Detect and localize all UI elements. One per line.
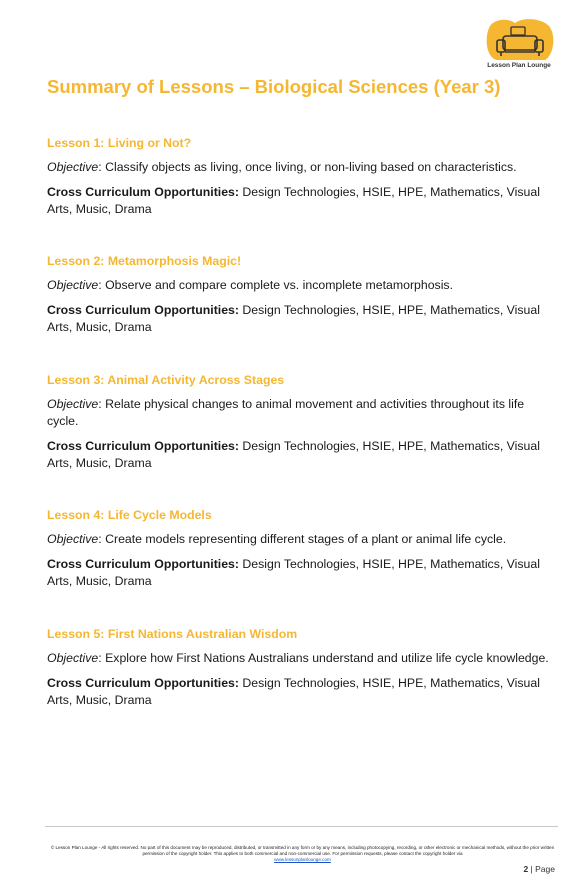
footer-copyright: © Lesson Plan Lounge - All rights reserved. No part of this document may be reproduced, distributed, or transmitted in any form or by any means, including photocopying, recording, or other electronic or mechanical methods, without the prior written permission of the copyright holder. This applies to both commercial and non-commercial use. For permission requests, please contact the copyright holder via www.lessonplanlounge.com	[50, 845, 555, 862]
lesson-5	[47, 627, 557, 717]
lesson-objective: Objective: Relate physical changes to animal movement and activities throughout its life cycle.	[47, 397, 525, 428]
lesson-cross-curriculum: Cross Curriculum Opportunities: Design Technologies, HSIE, HPE, Mathematics, Visual Arts, Music, Drama	[47, 557, 540, 588]
lesson-3	[47, 373, 557, 480]
lesson-heading: Lesson 1: Living or Not?	[47, 136, 192, 150]
lesson-objective: Objective: Observe and compare complete vs. incomplete metamorphosis.	[47, 278, 453, 292]
lesson-heading: Lesson 3: Animal Activity Across Stages	[47, 373, 285, 387]
lesson-cross-curriculum: Cross Curriculum Opportunities: Design Technologies, HSIE, HPE, Mathematics, Visual Arts, Music, Drama	[47, 676, 540, 707]
logo-label: Lesson Plan Lounge	[487, 62, 551, 69]
lesson-objective: Objective: Classify objects as living, once living, or non-living based on characteristics.	[47, 160, 517, 174]
lesson-heading: Lesson 5: First Nations Australian Wisdom	[47, 627, 298, 641]
lesson-heading: Lesson 4: Life Cycle Models	[47, 508, 212, 522]
lesson-objective: Objective: Create models representing different stages of a plant or animal life cycle.	[47, 532, 507, 546]
lesson-cross-curriculum: Cross Curriculum Opportunities: Design Technologies, HSIE, HPE, Mathematics, Visual Arts, Music, Drama	[47, 303, 540, 334]
footer-website-link[interactable]: www.lessonplanlounge.com	[274, 857, 331, 862]
lesson-2	[47, 254, 557, 344]
lesson-objective: Objective: Explore how First Nations Australians understand and utilize life cycle knowledge.	[47, 651, 549, 665]
lesson-heading: Lesson 2: Metamorphosis Magic!	[47, 254, 242, 268]
page-title: Summary of Lessons – Biological Sciences (Year 3)	[47, 76, 501, 97]
page-number: 2 | Page	[523, 864, 555, 874]
lesson-cross-curriculum: Cross Curriculum Opportunities: Design Technologies, HSIE, HPE, Mathematics, Visual Arts, Music, Drama	[47, 439, 540, 470]
lesson-4	[47, 508, 557, 598]
lesson-1	[47, 136, 557, 226]
footer-divider	[45, 826, 558, 827]
lesson-cross-curriculum: Cross Curriculum Opportunities: Design Technologies, HSIE, HPE, Mathematics, Visual Arts, Music, Drama	[47, 185, 540, 216]
